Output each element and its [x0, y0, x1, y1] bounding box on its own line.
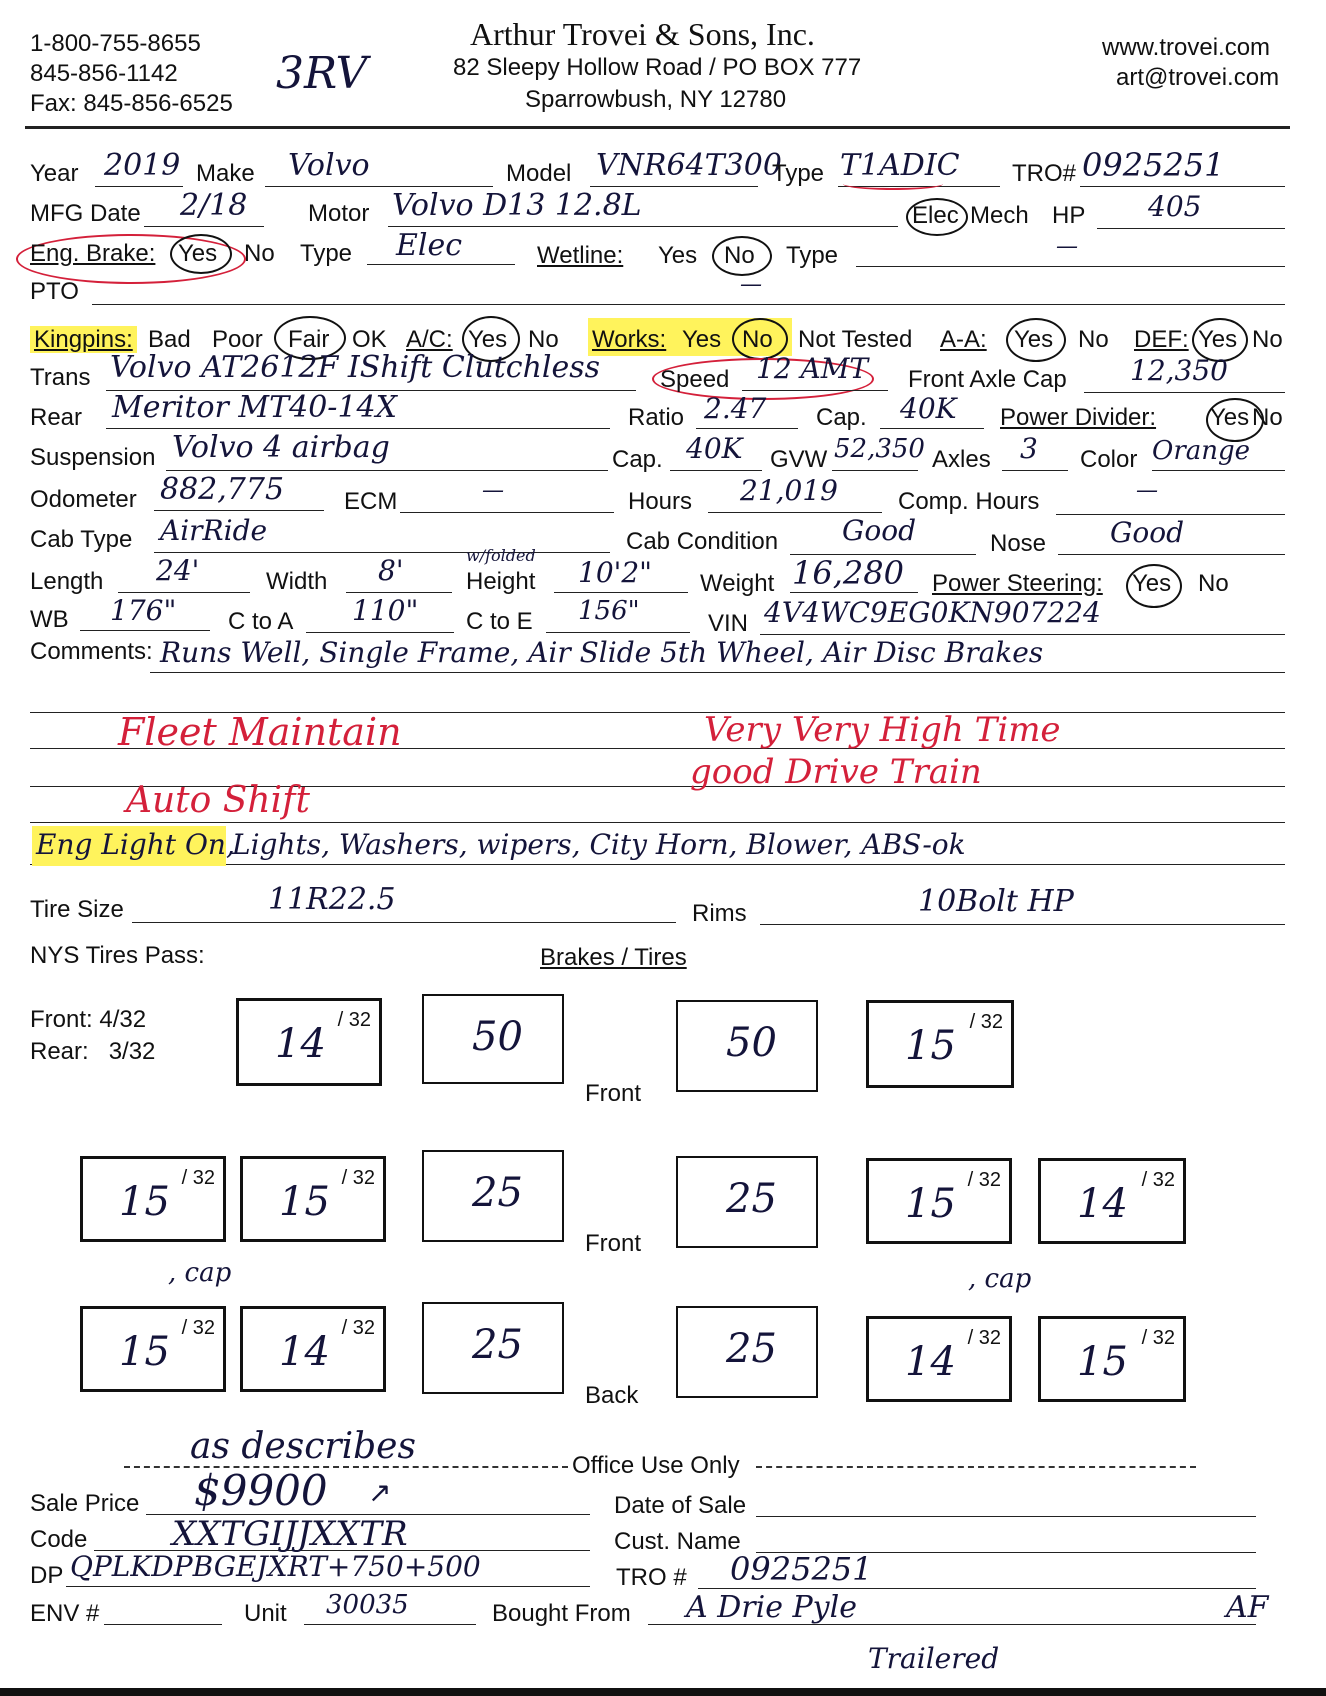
office-use-only-label: Office Use Only — [572, 1452, 740, 1479]
height-note: w/folded — [466, 546, 536, 565]
kingpins-ok[interactable]: OK — [352, 326, 387, 353]
address-line-2: Sparrowbush, NY 12780 — [525, 86, 787, 113]
per-32-label: / 32 — [967, 1169, 1001, 1191]
mech-option[interactable]: Mech — [970, 202, 1029, 229]
hours-label: Hours — [628, 488, 693, 515]
sale-price-label: Sale Price — [30, 1490, 140, 1517]
axles-value[interactable]: 3 — [1020, 432, 1038, 465]
as-described-note: as describes — [190, 1426, 416, 1467]
per-32-label: / 32 — [341, 1167, 375, 1189]
rear-value[interactable]: Meritor MT40-14X — [112, 390, 397, 425]
per-32-label: / 32 — [1141, 1169, 1175, 1191]
phone-1: 1-800-755-8655 — [30, 30, 201, 57]
cab-type-value[interactable]: AirRide — [160, 514, 268, 547]
bought-from-label: Bought From — [492, 1600, 631, 1627]
brake-box-row2-4[interactable] — [676, 1156, 818, 1248]
trailered-note: Trailered — [868, 1642, 1000, 1675]
power-steering-yes[interactable]: Yes — [1132, 570, 1172, 597]
ratio-label: Ratio — [628, 404, 685, 431]
works-label: Works: — [592, 326, 667, 353]
color-label: Color — [1080, 446, 1138, 473]
tread-box-row2-1[interactable] — [80, 1156, 226, 1242]
kingpins-fair[interactable]: Fair — [288, 326, 330, 353]
wetline-type-label: Type — [786, 242, 839, 269]
works-no[interactable]: No — [742, 326, 773, 353]
rear-cap-value[interactable]: 40K — [900, 392, 957, 425]
rims-label: Rims — [692, 900, 747, 927]
odometer-label: Odometer — [30, 486, 137, 513]
c-to-e-value[interactable]: 156" — [578, 596, 640, 626]
suspension-value[interactable]: Volvo 4 airbag — [172, 430, 390, 465]
tread-value: 15 — [119, 1329, 170, 1375]
type-red-underline — [843, 178, 943, 190]
eng-brake-no[interactable]: No — [244, 240, 275, 267]
header-divider — [25, 126, 1290, 129]
checks-note: Lights, Washers, wipers, City Horn, Blower, ABS-ok — [232, 828, 966, 861]
wb-value[interactable]: 176" — [110, 594, 177, 627]
tread-value: 14 — [905, 1339, 956, 1385]
axles-label: Axles — [932, 446, 991, 473]
brake-box-row1-2[interactable] — [422, 994, 564, 1084]
length-value[interactable]: 24' — [156, 554, 200, 587]
tread-value: 15 — [279, 1179, 330, 1225]
susp-cap-value[interactable]: 40K — [686, 432, 743, 465]
pto-label: PTO — [30, 278, 79, 305]
sale-price-value[interactable]: $9900 — [194, 1466, 328, 1515]
comp-hours-value[interactable]: — — [1136, 478, 1158, 503]
model-value[interactable]: VNR64T300 — [596, 148, 782, 183]
hp-value[interactable]: 405 — [1148, 190, 1202, 223]
def-label: DEF: — [1134, 326, 1189, 353]
ratio-value[interactable]: 2.47 — [704, 392, 767, 425]
row1-front-label: Front — [585, 1080, 642, 1107]
power-divider-no[interactable]: No — [1252, 404, 1283, 431]
front-spec: Front: 4/32 — [30, 1006, 147, 1033]
brake-box-row2-3[interactable] — [422, 1150, 564, 1242]
elec-option[interactable]: Elec — [912, 202, 959, 229]
ecm-label: ECM — [344, 488, 398, 515]
height-label: Height — [466, 568, 536, 595]
per-32-label: / 32 — [969, 1011, 1003, 1033]
nose-value[interactable]: Good — [1110, 516, 1185, 549]
speed-value[interactable]: 12 AMT — [756, 352, 869, 385]
handwritten-code: 3RV — [276, 48, 368, 99]
code-label: Code — [30, 1526, 88, 1553]
type-value[interactable]: T1ADIC — [840, 148, 960, 183]
tro-hash-value[interactable]: 0925251 — [730, 1550, 873, 1588]
phone-2: 845-856-1142 — [30, 60, 178, 87]
eng-brake-type-value[interactable]: Elec — [396, 228, 463, 263]
gvw-value[interactable]: 52,350 — [834, 434, 925, 464]
works-yes[interactable]: Yes — [682, 326, 722, 353]
vin-value[interactable]: 4V4WC9EG0KN907224 — [764, 596, 1101, 629]
tire-size-label: Tire Size — [30, 896, 124, 923]
comments-label: Comments: — [30, 638, 153, 665]
aa-label: A-A: — [940, 326, 987, 353]
per-32-label: / 32 — [967, 1327, 1001, 1349]
susp-cap-label: Cap. — [612, 446, 663, 473]
tread-value: 15 — [119, 1179, 170, 1225]
tread-value: 15 — [1077, 1339, 1128, 1385]
eng-light-note: Eng Light On, — [36, 828, 235, 861]
tread-box-row3-6[interactable] — [1038, 1316, 1186, 1402]
rear-cap-label: Cap. — [816, 404, 867, 431]
unit-value[interactable]: 30035 — [326, 1590, 409, 1620]
color-value[interactable]: Orange — [1152, 436, 1251, 466]
def-yes[interactable]: Yes — [1198, 326, 1238, 353]
nys-tires-pass-label: NYS Tires Pass: — [30, 942, 205, 969]
brakes-tires-heading: Brakes / Tires — [540, 944, 687, 971]
make-label: Make — [196, 160, 255, 187]
wetline-no[interactable]: No — [724, 242, 755, 269]
kingpins-bad[interactable]: Bad — [148, 326, 191, 353]
ac-no[interactable]: No — [528, 326, 559, 353]
tread-value: 14 — [275, 1021, 326, 1067]
trans-label: Trans — [30, 364, 91, 391]
cab-condition-value[interactable]: Good — [842, 514, 917, 547]
office-dash-left — [124, 1466, 568, 1468]
tread-value: 15 — [905, 1023, 956, 1069]
motor-label: Motor — [308, 200, 370, 227]
cab-condition-label: Cab Condition — [626, 528, 779, 555]
tread-value: 14 — [279, 1329, 330, 1375]
rear-label: Rear — [30, 404, 83, 431]
ac-yes[interactable]: Yes — [468, 326, 508, 353]
weight-label: Weight — [700, 570, 775, 597]
kingpins-poor[interactable]: Poor — [212, 326, 263, 353]
brake-value: 50 — [472, 1014, 523, 1060]
website: www.trovei.com — [1102, 34, 1271, 61]
width-value[interactable]: 8' — [378, 554, 404, 587]
eng-brake-label: Eng. Brake: — [30, 240, 156, 267]
brake-value: 25 — [472, 1322, 523, 1368]
tread-box-row2-2[interactable] — [240, 1156, 386, 1242]
address-line-1: 82 Sleepy Hollow Road / PO BOX 777 — [453, 54, 862, 81]
eng-brake-yes[interactable]: Yes — [178, 240, 218, 267]
model-label: Model — [506, 160, 572, 187]
c-to-a-label: C to A — [228, 608, 294, 635]
row3-back-label: Back — [585, 1382, 639, 1409]
works-not-tested[interactable]: Not Tested — [798, 326, 913, 353]
tread-value: 14 — [1077, 1181, 1128, 1227]
env-label: ENV # — [30, 1600, 100, 1627]
note-high-time: Very Very High Time — [704, 710, 1061, 750]
suspension-label: Suspension — [30, 444, 156, 471]
height-value[interactable]: 10'2" — [578, 556, 653, 589]
hp-dash: — — [1056, 234, 1078, 259]
hours-value[interactable]: 21,019 — [740, 474, 838, 507]
per-32-label: / 32 — [337, 1009, 371, 1031]
width-label: Width — [266, 568, 328, 595]
office-dash-right — [756, 1466, 1196, 1468]
year-label: Year — [30, 160, 79, 187]
type-label: Type — [772, 160, 825, 187]
power-steering-label: Power Steering: — [932, 570, 1103, 597]
front-axle-cap-label: Front Axle Cap — [908, 366, 1067, 393]
hp-label: HP — [1052, 202, 1086, 229]
wetline-dash: — — [740, 272, 762, 297]
wb-label: WB — [30, 606, 69, 633]
unit-label: Unit — [244, 1600, 287, 1627]
note-drive-train: good Drive Train — [690, 752, 982, 792]
per-32-label: / 32 — [1141, 1327, 1175, 1349]
motor-value[interactable]: Volvo D13 12.8L — [392, 188, 642, 223]
brake-box-row3-4[interactable] — [676, 1306, 818, 1398]
trans-value[interactable]: Volvo AT2612F IShift Clutchless — [110, 350, 601, 385]
make-value[interactable]: Volvo — [288, 148, 370, 183]
bought-from-value[interactable]: A Drie Pyle — [686, 1590, 857, 1625]
nose-label: Nose — [990, 530, 1047, 557]
comments-value[interactable]: Runs Well, Single Frame, Air Slide 5th Wheel, Air Disc Brakes — [160, 636, 1044, 669]
brake-value: 50 — [726, 1020, 777, 1066]
vin-label: VIN — [708, 610, 749, 637]
brake-value: 25 — [472, 1170, 523, 1216]
kingpins-label: Kingpins: — [30, 326, 137, 354]
cap-note-right: , cap — [968, 1264, 1032, 1294]
power-divider-yes[interactable]: Yes — [1210, 404, 1250, 431]
length-label: Length — [30, 568, 104, 595]
mfg-date-label: MFG Date — [30, 200, 141, 227]
power-steering-no[interactable]: No — [1198, 570, 1229, 597]
ecm-value[interactable]: — — [482, 478, 504, 503]
aa-yes[interactable]: Yes — [1014, 326, 1054, 353]
per-32-label: / 32 — [181, 1167, 215, 1189]
tire-size-value[interactable]: 11R22.5 — [268, 882, 396, 917]
brake-box-row3-3[interactable] — [422, 1302, 564, 1394]
tread-box-row3-1[interactable] — [80, 1306, 226, 1392]
note-fleet-maintain: Fleet Maintain — [118, 710, 402, 754]
rims-value[interactable]: 10Bolt HP — [918, 884, 1074, 919]
tro-label: TRO# — [1012, 160, 1077, 187]
aa-no[interactable]: No — [1078, 326, 1109, 353]
ac-label: A/C: — [406, 326, 453, 353]
email: art@trovei.com — [1116, 64, 1280, 91]
eng-brake-type-label: Type — [300, 240, 353, 267]
wetline-label: Wetline: — [537, 242, 624, 269]
tread-box-row3-2[interactable] — [240, 1306, 386, 1392]
bottom-edge — [0, 1688, 1326, 1696]
tread-box-row3-5[interactable] — [866, 1316, 1012, 1402]
date-of-sale-label: Date of Sale — [614, 1492, 747, 1519]
dp-value[interactable]: QPLKDPBGEJXRT+750+500 — [70, 1550, 481, 1583]
per-32-label: / 32 — [341, 1317, 375, 1339]
c-to-e-label: C to E — [466, 608, 533, 635]
odometer-value[interactable]: 882,775 — [160, 472, 285, 507]
year-value[interactable]: 2019 — [104, 148, 181, 183]
gvw-label: GVW — [770, 446, 828, 473]
dp-label: DP — [30, 1562, 64, 1589]
speed-label: Speed — [660, 366, 730, 393]
brake-value: 25 — [726, 1176, 777, 1222]
front-axle-cap-value[interactable]: 12,350 — [1130, 354, 1228, 387]
comp-hours-label: Comp. Hours — [898, 488, 1040, 515]
arrow-up-icon: ↗ — [368, 1477, 392, 1508]
tread-box-row1-1[interactable] — [236, 998, 382, 1086]
tread-box-row1-4[interactable] — [866, 1000, 1014, 1088]
company-name: Arthur Trovei & Sons, Inc. — [470, 16, 815, 52]
initials: AF — [1226, 1590, 1269, 1625]
tro-hash-label: TRO # — [616, 1564, 687, 1591]
tread-box-row2-6[interactable] — [1038, 1158, 1186, 1244]
tro-value[interactable]: 0925251 — [1082, 146, 1225, 184]
power-divider-label: Power Divider: — [1000, 404, 1157, 431]
brake-box-row1-3[interactable] — [676, 1000, 818, 1092]
row2-front-label: Front — [585, 1230, 642, 1257]
per-32-label: / 32 — [181, 1317, 215, 1339]
cab-type-label: Cab Type — [30, 526, 133, 553]
weight-value[interactable]: 16,280 — [792, 554, 904, 592]
def-no[interactable]: No — [1252, 326, 1283, 353]
mfg-date-value[interactable]: 2/18 — [180, 188, 248, 223]
cust-name-label: Cust. Name — [614, 1528, 741, 1555]
tread-box-row2-5[interactable] — [866, 1158, 1012, 1244]
tread-value: 15 — [905, 1181, 956, 1227]
c-to-a-value[interactable]: 110" — [352, 594, 419, 627]
note-auto-shift: Auto Shift — [126, 780, 310, 821]
cap-note-left: , cap — [168, 1258, 232, 1288]
fax: Fax: 845-856-6525 — [30, 90, 233, 117]
rear-spec: Rear: 3/32 — [30, 1038, 156, 1065]
brake-value: 25 — [726, 1326, 777, 1372]
code-value[interactable]: XXTGIJJXXTR — [172, 1514, 408, 1554]
wetline-yes[interactable]: Yes — [658, 242, 698, 269]
